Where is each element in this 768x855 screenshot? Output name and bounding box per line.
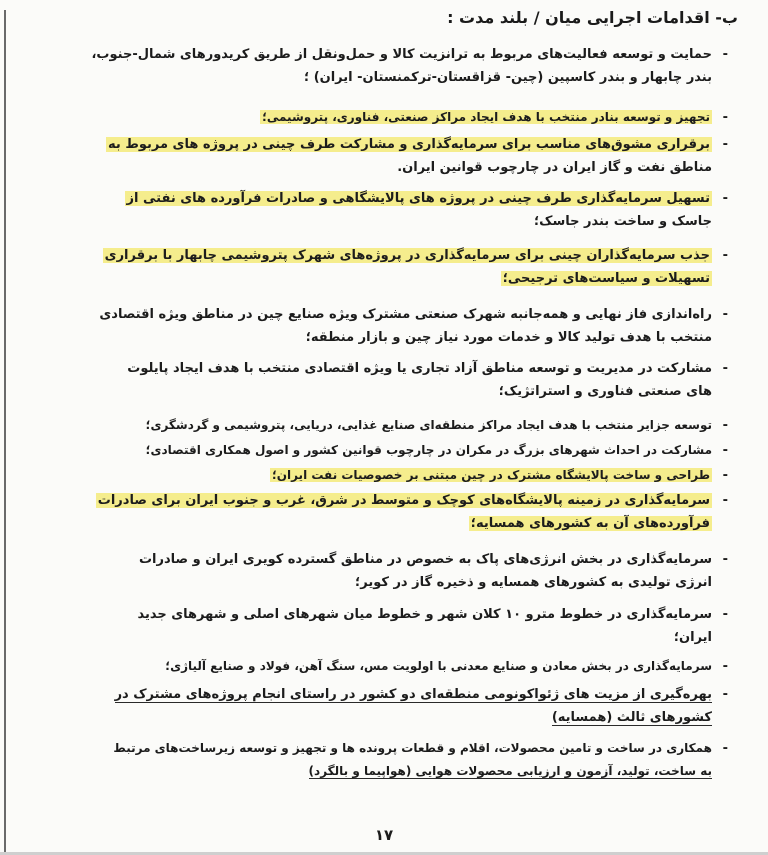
list-item xyxy=(38,549,728,595)
list-item xyxy=(38,490,728,536)
item-line-underline: به ساخت، تولید، آزمون و ارزیابی محصولات هوایی (هواپیما و بالگرد) xyxy=(308,764,712,778)
list-item xyxy=(38,604,728,650)
item-line: جاسک و ساخت بندر جاسک؛ xyxy=(533,214,712,229)
list-item xyxy=(38,188,728,234)
list-item xyxy=(38,466,728,490)
list-item xyxy=(38,738,728,788)
item-line-highlight: تسهیل سرمایه‌گذاری طرف چینی در پروژه های پالایشگاهی و صادرات فرآورده های نفتی از xyxy=(126,191,710,206)
list-bullet: - xyxy=(722,361,728,376)
list-item xyxy=(38,657,728,681)
list-bullet: - xyxy=(722,607,728,622)
item-line-highlight: فرآورده‌های آن به کشورهای همسایه؛ xyxy=(470,516,710,531)
list-item xyxy=(38,441,728,465)
list-item xyxy=(38,304,728,350)
item-line xyxy=(260,110,712,124)
list-bullet: - xyxy=(722,468,728,483)
item-line: مشارکت در مدیریت و توسعه مناطق آزاد تجاری یا ویژه اقتصادی منتخب با هدف ایجاد پایلوت xyxy=(127,361,712,376)
item-line: توسعه جزایر منتخب با هدف ایجاد مراکز منطقه‌ای صنایع غذایی، دریایی، پتروشیمی و گردشگری؛ xyxy=(145,418,712,432)
item-line xyxy=(103,248,712,263)
list-item xyxy=(38,134,728,180)
list-bullet: - xyxy=(722,248,728,263)
list-item xyxy=(38,44,728,90)
item-line: مشارکت در احداث شهرهای بزرگ در مکران در چارچوب قوانین کشور و اصول همکاری اقتصادی؛ xyxy=(145,443,712,457)
item-line xyxy=(106,137,712,152)
item-line: سرمایه‌گذاری در بخش انرژی‌های پاک به خصوص در مناطق گسترده کویری ایران و صادرات xyxy=(138,552,712,567)
item-line: بندر چابهار و بندر کاسپین (چین- قزاقستان-ترکمنستان- ایران) ؛ xyxy=(303,70,712,85)
list-bullet: - xyxy=(722,418,728,433)
item-line-highlight: تسهیلات و سیاست‌های ترجیحی؛ xyxy=(502,271,710,286)
item-line xyxy=(125,191,712,206)
list-bullet: - xyxy=(722,47,728,62)
list-item xyxy=(38,684,728,730)
page-number: ۱۷ xyxy=(374,826,394,844)
item-line: حمایت و توسعه فعالیت‌های مربوط به ترانزیت کالا و حمل‌ونقل از طریق کریدورهای شمال-جنوب، xyxy=(91,47,712,62)
list-bullet: - xyxy=(722,191,728,206)
item-line: منتخب با هدف تولید کالا و خدمات مورد نیاز چین و بازار منطقه؛ xyxy=(305,330,712,345)
list-item xyxy=(38,245,728,291)
item-line xyxy=(270,468,712,482)
list-bullet: - xyxy=(722,110,728,125)
item-line xyxy=(115,687,712,702)
item-line: راه‌اندازی فاز نهایی و همه‌جانبه شهرک صنعتی مشترک ویژه صنایع چین در مناطق ویژه اقتصادی xyxy=(99,307,712,322)
item-line: همکاری در ساخت و تامین محصولات، اقلام و قطعات پرونده ها و تجهیز و توسعه زیرساخت‌های مرتبط xyxy=(113,741,712,755)
item-line-highlight: طراحی و ساخت پالایشگاه مشترک در چین مبتنی بر خصوصیات نفت ایران؛ xyxy=(271,468,710,482)
list-bullet: - xyxy=(722,443,728,458)
list-bullet: - xyxy=(722,687,728,702)
list-item xyxy=(38,108,728,132)
item-line xyxy=(552,710,712,725)
item-line xyxy=(96,493,712,508)
item-line: مناطق نفت و گاز ایران در چارچوب قوانین ایران. xyxy=(397,160,712,175)
list-bullet: - xyxy=(722,659,728,674)
list-bullet: - xyxy=(722,552,728,567)
item-line xyxy=(309,764,712,778)
item-line: سرمایه‌گذاری در بخش معادن و صنایع معدنی با اولویت مس، سنگ آهن، فولاد و صنایع آلیاژی؛ xyxy=(165,659,712,673)
list-bullet: - xyxy=(722,137,728,152)
item-line xyxy=(469,516,712,531)
item-line-highlight: تجهیز و توسعه بنادر منتخب با هدف ایجاد مراکز صنعتی، فناوری، پتروشیمی؛ xyxy=(262,110,710,124)
item-line-highlight: سرمایه‌گذاری در زمینه پالایشگاه‌های کوچک و متوسط در شرق، غرب و جنوب ایران برای صادرات xyxy=(97,493,710,508)
item-line: های صنعتی فناوری و استراتژیک؛ xyxy=(498,384,712,399)
item-line-highlight: جذب سرمایه‌گذاران چینی برای سرمایه‌گذاری در پروژه‌های شهرک پتروشیمی چابهار با برقراری xyxy=(104,248,710,263)
list-bullet: - xyxy=(722,307,728,322)
measures-list xyxy=(38,0,728,855)
item-line-highlight: برقراری مشوق‌های مناسب برای سرمایه‌گذاری و مشارکت طرف چینی در پروژه های مربوط به xyxy=(108,137,710,152)
list-item xyxy=(38,416,728,440)
item-line-underline: بهره‌گیری از مزیت های ژئواکونومی منطقه‌ای دو کشور در راستای انجام پروژه‌های مشترک در xyxy=(114,687,712,702)
item-line: سرمایه‌گذاری در خطوط مترو ۱۰ کلان شهر و خطوط میان شهرهای اصلی و شهرهای جدید xyxy=(137,607,712,622)
item-line: ایران؛ xyxy=(673,630,712,645)
list-item xyxy=(38,358,728,404)
page-edge-rule xyxy=(4,10,6,855)
item-line xyxy=(501,271,712,286)
item-line-underline: کشورهای ثالث (همسایه) xyxy=(551,710,712,725)
list-bullet: - xyxy=(722,493,728,508)
item-line: انرژی تولیدی به کشورهای همسایه و ذخیره گاز در کویر؛ xyxy=(355,575,712,590)
list-bullet: - xyxy=(722,741,728,756)
section-heading: ب- اقدامات اجرایی میان / بلند مدت : xyxy=(447,8,738,27)
